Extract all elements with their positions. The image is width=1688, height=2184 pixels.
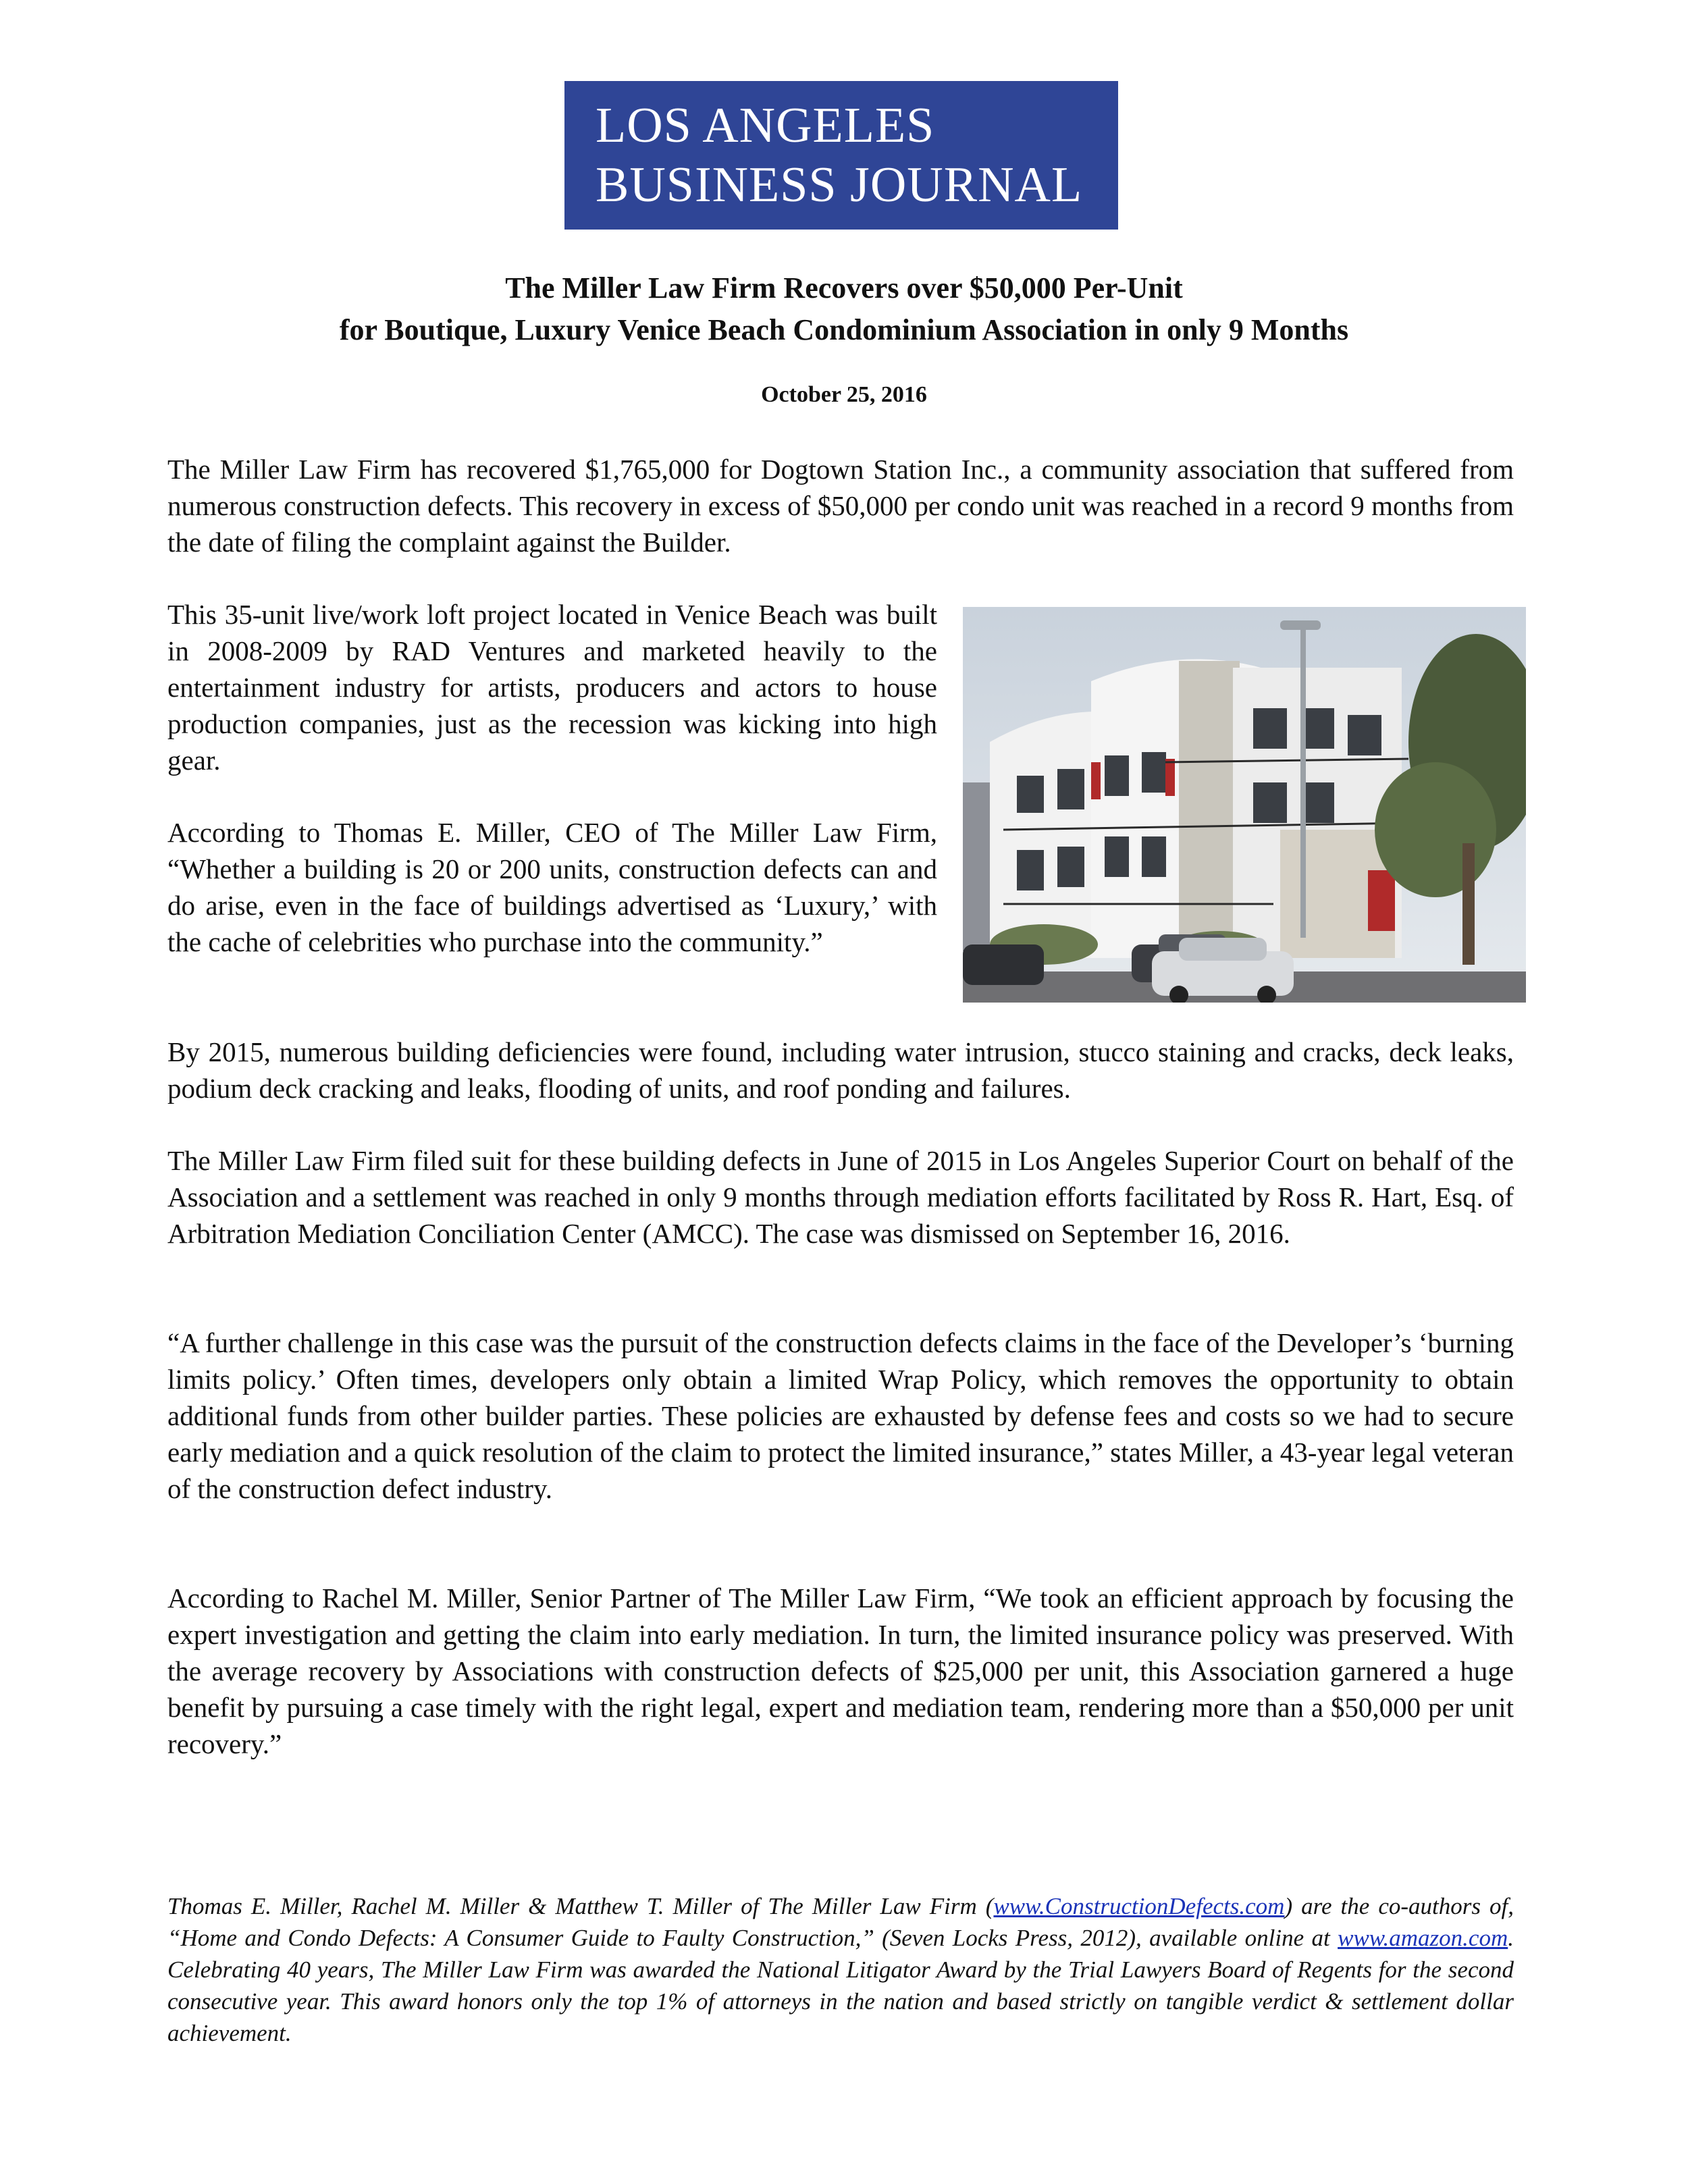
constructiondefects-link[interactable]: www.ConstructionDefects.com [993,1893,1285,1919]
paragraph-6: “A further challenge in this case was the pursuit of the construction defects claims in the face of the Developer’s ‘burning limits policy.’ Often times, developers only obtain a limited Wrap Policy, which removes the opportunity to obtain additional funds from other builder parties. These policies are exhausted by defense fees and costs so we had to secure early mediation and a quick resolution of the claim to protect the limited insurance,” states Miller, a 43-year legal veteran of the construction defect industry. [167,1327,1514,1504]
paragraph-4: By 2015, numerous building deficiencies were found, including water intrusion, stucco staining and cracks, deck leaks, podium deck cracking and leaks, flooding of units, and roof ponding and failures. [167,1036,1514,1104]
condo-building-image [963,607,1526,1003]
building-photo [963,607,1526,1003]
paragraph-7: According to Rachel M. Miller, Senior Partner of The Miller Law Firm, “We took an efficient approach by focusing the expert investigation and getting the claim into early mediation. In turn, the limited insurance policy was preserved. With the average recovery by Associations with construction defects of $25,000 per unit, this Association garnered a huge benefit by pursuing a case timely with the right legal, expert and mediation team, rendering more than a $50,000 per unit recovery.” [167,1582,1514,1759]
paragraph-1: The Miller Law Firm has recovered $1,765,000 for Dogtown Station Inc., a community association that suffered from numerous construction defects. This recovery in excess of $50,000 per condo unit was reached in a record 9 months from the date of filing the complaint against the Builder. [167,454,1514,558]
paragraph-3: According to Thomas E. Miller, CEO of The Miller Law Firm, “Whether a building is 20 or 200 units, construction defects can and do arise, even in the face of buildings advertised as ‘Luxury,’ with the cache of celebrities who purchase into the community.” [167,817,937,957]
publication-logo [564,81,1118,230]
amazon-link[interactable]: www.amazon.com [1338,1925,1508,1951]
headline-line-2: for Boutique, Luxury Venice Beach Condominium Association in only 9 Months [339,313,1349,346]
headline-line-1: The Miller Law Firm Recovers over $50,000 Per-Unit [505,271,1183,304]
footnote-text-2: ) are the co-authors of, “Home and Condo Defects: A Consumer Guide to Faulty Construction,” (Seven Locks Press, 2012), available online at [167,1893,1514,1951]
footnote-text-3: . Celebrating 40 years, The Miller Law Firm was awarded the National Litigator Award by the Trial Lawyers Board of Regents for the second consecutive year. This award honors only the top 1% of attorneys in the nation and based strictly on tangible verdict & settlement dollar achievement. [167,1925,1514,2046]
article-headline [169,267,1519,351]
footnote-text-1: Thomas E. Miller, Rachel M. Miller & Matthew T. Miller of The Miller Law Firm ( [167,1893,994,1919]
paragraph-5: The Miller Law Firm filed suit for these building defects in June of 2015 in Los Angeles Superior Court on behalf of the Association and a settlement was reached in only 9 months through mediation efforts facilitated by Ross R. Hart, Esq. of Arbitration Mediation Conciliation Center (AMCC). The case was dismissed on September 16, 2016. [167,1145,1514,1249]
article-date: October 25, 2016 [761,382,927,407]
logo-line-1: LOS ANGELES [596,98,935,153]
paragraph-2: This 35-unit live/work loft project located in Venice Beach was built in 2008-2009 by RAD Ventures and marketed heavily to the entertainment industry for artists, producers and actors to house production companies, just as the recession was kicking into high gear. [167,599,937,776]
author-footnote [167,1890,1514,2049]
logo-line-2: BUSINESS JOURNAL [596,157,1083,213]
